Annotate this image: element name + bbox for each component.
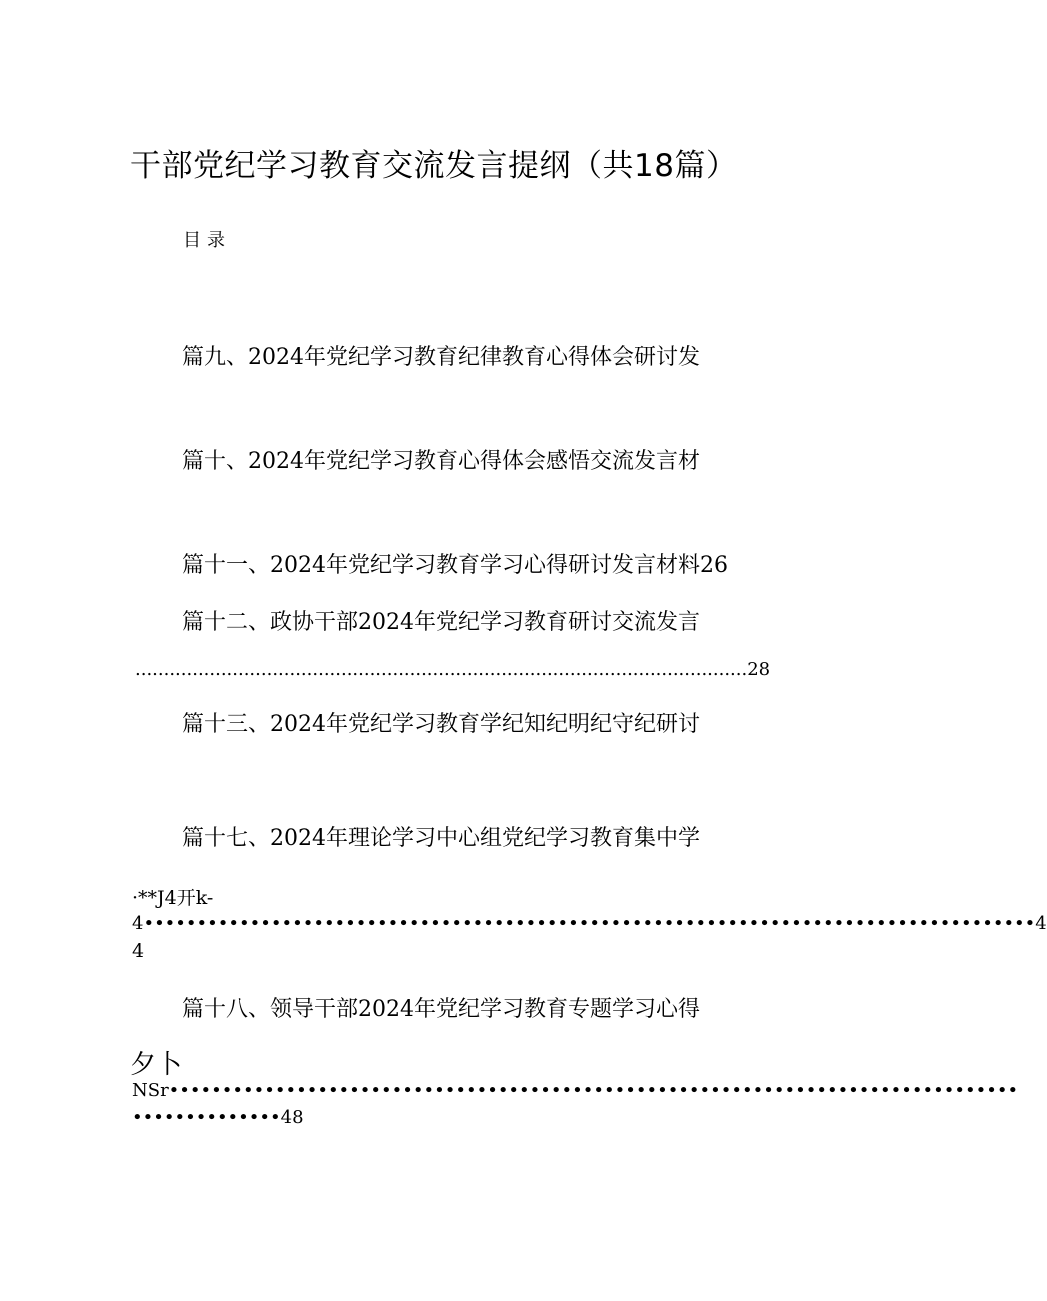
toc-entry-10[interactable]: 篇十、2024年党纪学习教育心得体会感悟交流发言材	[182, 449, 700, 474]
toc-entry-13[interactable]: 篇十三、2024年党纪学习教育学纪知纪明纪守纪研讨	[182, 712, 700, 737]
toc-leader-18a: NSr••••••••••••••••••••••••••••••••••••••••••••••••••••••••••••••••••••••••••••••••	[132, 1080, 1019, 1101]
toc-entry-9[interactable]: 篇九、2024年党纪学习教育纪律教育心得体会研讨发	[182, 345, 700, 370]
toc-page-17: 4	[132, 940, 145, 962]
toc-heading: 目录	[183, 230, 231, 251]
toc-entry-12[interactable]: 篇十二、政协干部2024年党纪学习教育研讨交流发言	[182, 610, 700, 635]
toc-leader-18b: ••••••••••••••48	[132, 1107, 304, 1128]
toc-leader-12: ...........................................................................................................28	[135, 659, 771, 680]
document-title: 干部党纪学习教育交流发言提纲（共18篇）	[130, 148, 738, 184]
toc-entry-18[interactable]: 篇十八、领导干部2024年党纪学习教育专题学习心得	[182, 997, 700, 1022]
toc-fragment-18: 夕卜	[130, 1050, 183, 1080]
toc-leader-17: 4••••••••••••••••••••••••••••••••••••••••••••••••••••••••••••••••••••••••••••••••••••4	[132, 913, 1047, 934]
toc-fragment-17: ·**J4开k-	[132, 887, 214, 909]
toc-entry-17[interactable]: 篇十七、2024年理论学习中心组党纪学习教育集中学	[182, 826, 700, 851]
toc-entry-11[interactable]: 篇十一、2024年党纪学习教育学习心得研讨发言材料26	[182, 553, 728, 578]
